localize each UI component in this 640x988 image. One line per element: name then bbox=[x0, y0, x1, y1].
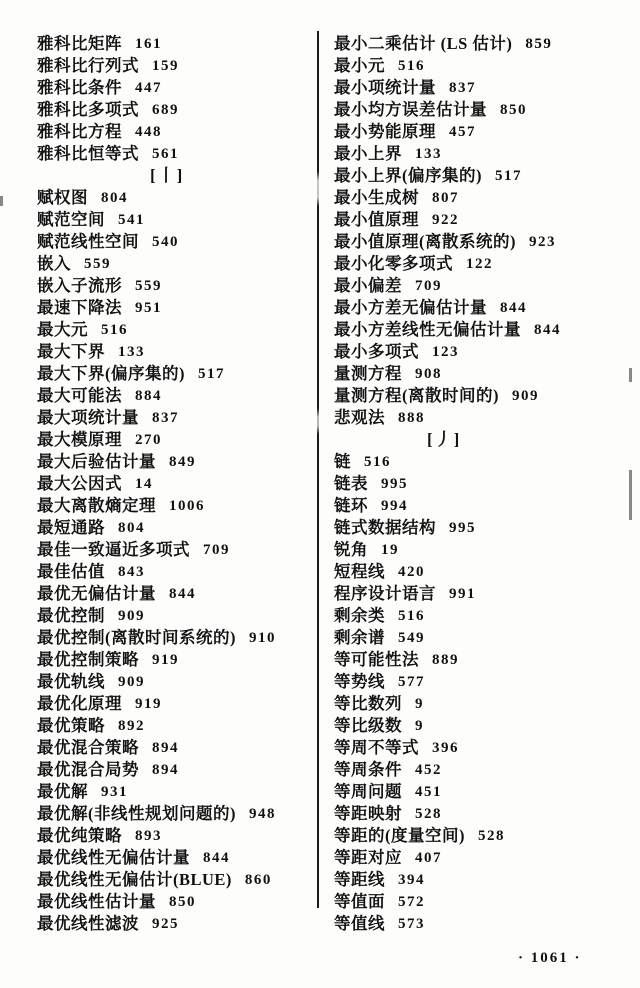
index-entry bbox=[334, 759, 634, 781]
entry-page-number: 517 bbox=[198, 366, 225, 382]
entry-term: 最大元 bbox=[37, 320, 88, 339]
entry-page-number: 951 bbox=[135, 300, 162, 316]
index-entry bbox=[37, 187, 313, 209]
entry-term: 最优混合局势 bbox=[37, 760, 139, 779]
entry-page-number: 892 bbox=[118, 718, 145, 734]
entry-term: 等距映射 bbox=[334, 804, 402, 823]
entry-term: 最小上界(偏序集的) bbox=[334, 166, 482, 185]
entry-term: 最优控制 bbox=[37, 606, 105, 625]
index-entry bbox=[334, 209, 634, 231]
index-entry bbox=[334, 99, 634, 121]
entry-term: 最大可能法 bbox=[37, 386, 122, 405]
entry-page-number: 884 bbox=[135, 388, 162, 404]
entry-page-number: 9 bbox=[415, 718, 424, 734]
index-entry bbox=[334, 55, 634, 77]
index-entry bbox=[37, 121, 313, 143]
index-entry bbox=[37, 363, 313, 385]
entry-term: 等值面 bbox=[334, 892, 385, 911]
entry-page-number: 844 bbox=[500, 300, 527, 316]
entry-page-number: 161 bbox=[135, 36, 162, 52]
entry-term: 最优策略 bbox=[37, 716, 105, 735]
entry-page-number: 573 bbox=[398, 916, 425, 932]
entry-page-number: 133 bbox=[118, 344, 145, 360]
scan-artifact bbox=[629, 470, 632, 520]
entry-page-number: 844 bbox=[534, 322, 561, 338]
entry-term: 最小偏差 bbox=[334, 276, 402, 295]
entry-page-number: 516 bbox=[398, 608, 425, 624]
entry-page-number: 894 bbox=[152, 762, 179, 778]
entry-page-number: 844 bbox=[169, 586, 196, 602]
entry-page-number: 577 bbox=[398, 674, 425, 690]
entry-page-number: 457 bbox=[449, 124, 476, 140]
index-entry bbox=[334, 253, 634, 275]
entry-term: 等周条件 bbox=[334, 760, 402, 779]
index-entry bbox=[334, 407, 634, 429]
entry-page-number: 407 bbox=[415, 850, 442, 866]
index-entry bbox=[37, 891, 313, 913]
entry-term: 最佳估值 bbox=[37, 562, 105, 581]
index-entry bbox=[334, 385, 634, 407]
entry-page-number: 517 bbox=[495, 168, 522, 184]
entry-term: 雅科比多项式 bbox=[37, 100, 139, 119]
entry-term: 等值线 bbox=[334, 914, 385, 933]
entry-term: 最大模原理 bbox=[37, 430, 122, 449]
entry-term: 最优解(非线性规划问题的) bbox=[37, 804, 236, 823]
entry-page-number: 448 bbox=[135, 124, 162, 140]
index-entry bbox=[334, 913, 634, 935]
index-entry bbox=[37, 803, 313, 825]
entry-term: 量测方程 bbox=[334, 364, 402, 383]
section-header-label: [丨] bbox=[150, 166, 185, 185]
entry-page-number: 850 bbox=[169, 894, 196, 910]
entry-term: 最速下降法 bbox=[37, 298, 122, 317]
entry-term: 最优无偏估计量 bbox=[37, 584, 156, 603]
index-entry bbox=[37, 77, 313, 99]
index-entry bbox=[37, 561, 313, 583]
index-entry bbox=[37, 539, 313, 561]
index-entry bbox=[37, 913, 313, 935]
section-header-label: [丿] bbox=[427, 430, 462, 449]
entry-page-number: 860 bbox=[244, 872, 272, 888]
index-entry bbox=[334, 341, 634, 363]
entry-page-number: 991 bbox=[449, 586, 476, 602]
entry-term: 嵌入子流形 bbox=[37, 276, 122, 295]
entry-term: 雅科比恒等式 bbox=[37, 144, 139, 163]
entry-term: 最优线性无偏估计(BLUE) bbox=[37, 870, 232, 889]
index-entry bbox=[37, 385, 313, 407]
entry-page-number: 837 bbox=[152, 410, 179, 426]
entry-page-number: 995 bbox=[449, 520, 476, 536]
index-entry bbox=[37, 737, 313, 759]
entry-page-number: 528 bbox=[415, 806, 442, 822]
entry-page-number: 837 bbox=[449, 80, 476, 96]
index-entry bbox=[334, 847, 634, 869]
entry-term: 最小生成树 bbox=[334, 188, 419, 207]
index-entry bbox=[37, 869, 313, 891]
entry-page-number: 919 bbox=[152, 652, 179, 668]
entry-term: 等可能性法 bbox=[334, 650, 419, 669]
entry-page-number: 528 bbox=[478, 828, 505, 844]
index-entry bbox=[334, 605, 634, 627]
index-entry bbox=[37, 319, 313, 341]
entry-term: 等周不等式 bbox=[334, 738, 419, 757]
index-entry bbox=[37, 231, 313, 253]
index-entry bbox=[37, 715, 313, 737]
scan-artifact bbox=[629, 368, 632, 382]
entry-term: 等距对应 bbox=[334, 848, 402, 867]
index-entry bbox=[37, 341, 313, 363]
entry-page-number: 516 bbox=[364, 454, 391, 470]
entry-page-number: 889 bbox=[432, 652, 459, 668]
index-entry bbox=[334, 495, 634, 517]
index-entry bbox=[37, 605, 313, 627]
index-entry bbox=[334, 451, 634, 473]
entry-term: 最小值原理 bbox=[334, 210, 419, 229]
entry-page-number: 541 bbox=[118, 212, 145, 228]
entry-term: 最小上界 bbox=[334, 144, 402, 163]
entry-page-number: 420 bbox=[398, 564, 425, 580]
entry-term: 锐角 bbox=[334, 540, 368, 559]
entry-term: 最优控制(离散时间系统的) bbox=[37, 628, 236, 647]
entry-term: 剩余类 bbox=[334, 606, 385, 625]
entry-page-number: 270 bbox=[135, 432, 162, 448]
entry-page-number: 888 bbox=[398, 410, 425, 426]
entry-page-number: 559 bbox=[84, 256, 111, 272]
entry-page-number: 451 bbox=[415, 784, 442, 800]
entry-term: 最小方差无偏估计量 bbox=[334, 298, 487, 317]
index-entry bbox=[37, 407, 313, 429]
index-entry bbox=[334, 825, 634, 847]
entry-page-number: 922 bbox=[432, 212, 459, 228]
entry-page-number: 452 bbox=[415, 762, 442, 778]
entry-term: 剩余谱 bbox=[334, 628, 385, 647]
entry-term: 最大项统计量 bbox=[37, 408, 139, 427]
entry-term: 最小项统计量 bbox=[334, 78, 436, 97]
index-entry bbox=[334, 693, 634, 715]
entry-page-number: 843 bbox=[118, 564, 145, 580]
entry-page-number: 709 bbox=[415, 278, 442, 294]
entry-term: 最小值原理(离散系统的) bbox=[334, 232, 516, 251]
entry-page-number: 994 bbox=[381, 498, 408, 514]
index-entry bbox=[334, 737, 634, 759]
entry-page-number: 923 bbox=[529, 234, 556, 250]
entry-term: 最小势能原理 bbox=[334, 122, 436, 141]
entry-term: 等比数列 bbox=[334, 694, 402, 713]
entry-page-number: 804 bbox=[118, 520, 145, 536]
index-entry bbox=[334, 363, 634, 385]
entry-term: 最短通路 bbox=[37, 518, 105, 537]
index-entry bbox=[37, 759, 313, 781]
entry-page-number: 159 bbox=[152, 58, 179, 74]
entry-term: 最小二乘估计 (LS 估计) bbox=[334, 34, 513, 53]
entry-page-number: 894 bbox=[152, 740, 179, 756]
index-entry bbox=[37, 297, 313, 319]
entry-term: 链式数据结构 bbox=[334, 518, 436, 537]
index-entry bbox=[37, 429, 313, 451]
entry-page-number: 850 bbox=[500, 102, 527, 118]
index-entry bbox=[334, 803, 634, 825]
entry-page-number: 1006 bbox=[169, 498, 205, 514]
index-entry bbox=[37, 209, 313, 231]
entry-term: 最优纯策略 bbox=[37, 826, 122, 845]
index-entry bbox=[334, 275, 634, 297]
entry-term: 链环 bbox=[334, 496, 368, 515]
entry-term: 链 bbox=[334, 452, 351, 471]
entry-page-number: 19 bbox=[381, 542, 399, 558]
index-entry bbox=[334, 473, 634, 495]
index-entry bbox=[334, 187, 634, 209]
section-header bbox=[334, 429, 634, 451]
entry-page-number: 910 bbox=[249, 630, 276, 646]
entry-term: 最大后验估计量 bbox=[37, 452, 156, 471]
index-entry bbox=[37, 99, 313, 121]
entry-page-number: 14 bbox=[135, 476, 153, 492]
entry-term: 量测方程(离散时间的) bbox=[334, 386, 499, 405]
entry-term: 最大下界 bbox=[37, 342, 105, 361]
index-entry bbox=[37, 583, 313, 605]
index-entry bbox=[37, 495, 313, 517]
index-column-left bbox=[37, 33, 313, 935]
entry-term: 嵌入 bbox=[37, 254, 71, 273]
index-entry bbox=[334, 781, 634, 803]
entry-page-number: 396 bbox=[432, 740, 459, 756]
index-entry bbox=[334, 319, 634, 341]
entry-page-number: 572 bbox=[398, 894, 425, 910]
index-entry bbox=[334, 561, 634, 583]
entry-page-number: 859 bbox=[525, 36, 553, 52]
entry-page-number: 447 bbox=[135, 80, 162, 96]
index-entry bbox=[37, 451, 313, 473]
entry-page-number: 909 bbox=[118, 674, 145, 690]
index-entry bbox=[334, 539, 634, 561]
index-entry bbox=[37, 781, 313, 803]
entry-term: 最优线性滤波 bbox=[37, 914, 139, 933]
entry-term: 等周问题 bbox=[334, 782, 402, 801]
entry-term: 等势线 bbox=[334, 672, 385, 691]
index-entry bbox=[334, 869, 634, 891]
entry-page-number: 804 bbox=[101, 190, 128, 206]
entry-term: 等比级数 bbox=[334, 716, 402, 735]
entry-page-number: 919 bbox=[135, 696, 162, 712]
index-entry bbox=[334, 165, 634, 187]
entry-term: 最小化零多项式 bbox=[334, 254, 453, 273]
entry-page-number: 516 bbox=[398, 58, 425, 74]
entry-page-number: 995 bbox=[381, 476, 408, 492]
index-entry bbox=[334, 77, 634, 99]
entry-term: 雅科比矩阵 bbox=[37, 34, 122, 53]
index-entry bbox=[37, 825, 313, 847]
section-header bbox=[37, 165, 313, 187]
entry-term: 链表 bbox=[334, 474, 368, 493]
entry-term: 最大离散熵定理 bbox=[37, 496, 156, 515]
entry-term: 雅科比条件 bbox=[37, 78, 122, 97]
index-entry bbox=[334, 231, 634, 253]
entry-term: 最优轨线 bbox=[37, 672, 105, 691]
entry-term: 最优混合策略 bbox=[37, 738, 139, 757]
index-entry bbox=[37, 517, 313, 539]
page-number: · 1061 · bbox=[518, 950, 582, 966]
entry-page-number: 549 bbox=[398, 630, 425, 646]
entry-term: 短程线 bbox=[334, 562, 385, 581]
index-entry bbox=[37, 847, 313, 869]
entry-page-number: 540 bbox=[152, 234, 179, 250]
entry-page-number: 689 bbox=[152, 102, 179, 118]
entry-page-number: 948 bbox=[249, 806, 276, 822]
entry-term: 最小元 bbox=[334, 56, 385, 75]
index-entry bbox=[37, 649, 313, 671]
entry-term: 等距的(度量空间) bbox=[334, 826, 465, 845]
entry-page-number: 133 bbox=[415, 146, 442, 162]
entry-page-number: 893 bbox=[135, 828, 162, 844]
entry-term: 最优控制策略 bbox=[37, 650, 139, 669]
index-entry bbox=[37, 253, 313, 275]
entry-page-number: 561 bbox=[152, 146, 179, 162]
entry-page-number: 909 bbox=[118, 608, 145, 624]
entry-term: 赋范空间 bbox=[37, 210, 105, 229]
index-entry bbox=[334, 891, 634, 913]
index-entry bbox=[334, 671, 634, 693]
index-entry bbox=[37, 55, 313, 77]
entry-term: 最优解 bbox=[37, 782, 88, 801]
index-entry bbox=[334, 143, 634, 165]
index-entry bbox=[37, 33, 313, 55]
index-entry bbox=[37, 693, 313, 715]
index-entry bbox=[334, 517, 634, 539]
entry-term: 雅科比行列式 bbox=[37, 56, 139, 75]
entry-term: 赋权图 bbox=[37, 188, 88, 207]
entry-page-number: 709 bbox=[203, 542, 230, 558]
entry-term: 雅科比方程 bbox=[37, 122, 122, 141]
entry-term: 最小多项式 bbox=[334, 342, 419, 361]
entry-term: 程序设计语言 bbox=[334, 584, 436, 603]
entry-term: 最大下界(偏序集的) bbox=[37, 364, 185, 383]
column-divider-rule bbox=[317, 31, 319, 908]
entry-term: 最大公因式 bbox=[37, 474, 122, 493]
index-entry bbox=[334, 649, 634, 671]
index-entry bbox=[334, 121, 634, 143]
index-entry bbox=[37, 473, 313, 495]
entry-term: 等距线 bbox=[334, 870, 385, 889]
entry-page-number: 9 bbox=[415, 696, 424, 712]
entry-page-number: 122 bbox=[466, 256, 493, 272]
index-entry bbox=[334, 297, 634, 319]
index-entry bbox=[334, 627, 634, 649]
entry-page-number: 844 bbox=[203, 850, 230, 866]
index-entry bbox=[37, 671, 313, 693]
entry-term: 最小均方误差估计量 bbox=[334, 100, 487, 119]
entry-page-number: 807 bbox=[432, 190, 459, 206]
index-entry bbox=[334, 583, 634, 605]
entry-term: 赋范线性空间 bbox=[37, 232, 139, 251]
entry-term: 最佳一致逼近多项式 bbox=[37, 540, 190, 559]
entry-term: 最小方差线性无偏估计量 bbox=[334, 320, 521, 339]
entry-page-number: 909 bbox=[512, 388, 539, 404]
entry-term: 最优线性无偏估计量 bbox=[37, 848, 190, 867]
index-entry bbox=[37, 627, 313, 649]
index-entry bbox=[37, 275, 313, 297]
entry-term: 最优线性估计量 bbox=[37, 892, 156, 911]
entry-page-number: 931 bbox=[101, 784, 128, 800]
entry-page-number: 394 bbox=[398, 872, 425, 888]
entry-page-number: 123 bbox=[432, 344, 459, 360]
entry-term: 最优化原理 bbox=[37, 694, 122, 713]
index-entry bbox=[37, 143, 313, 165]
entry-term: 悲观法 bbox=[334, 408, 385, 427]
entry-page-number: 849 bbox=[169, 454, 196, 470]
entry-page-number: 908 bbox=[415, 366, 442, 382]
scan-artifact bbox=[0, 196, 3, 206]
entry-page-number: 925 bbox=[152, 916, 179, 932]
entry-page-number: 559 bbox=[135, 278, 162, 294]
entry-page-number: 516 bbox=[101, 322, 128, 338]
index-column-right bbox=[334, 33, 634, 935]
index-entry bbox=[334, 715, 634, 737]
index-entry bbox=[334, 33, 634, 55]
